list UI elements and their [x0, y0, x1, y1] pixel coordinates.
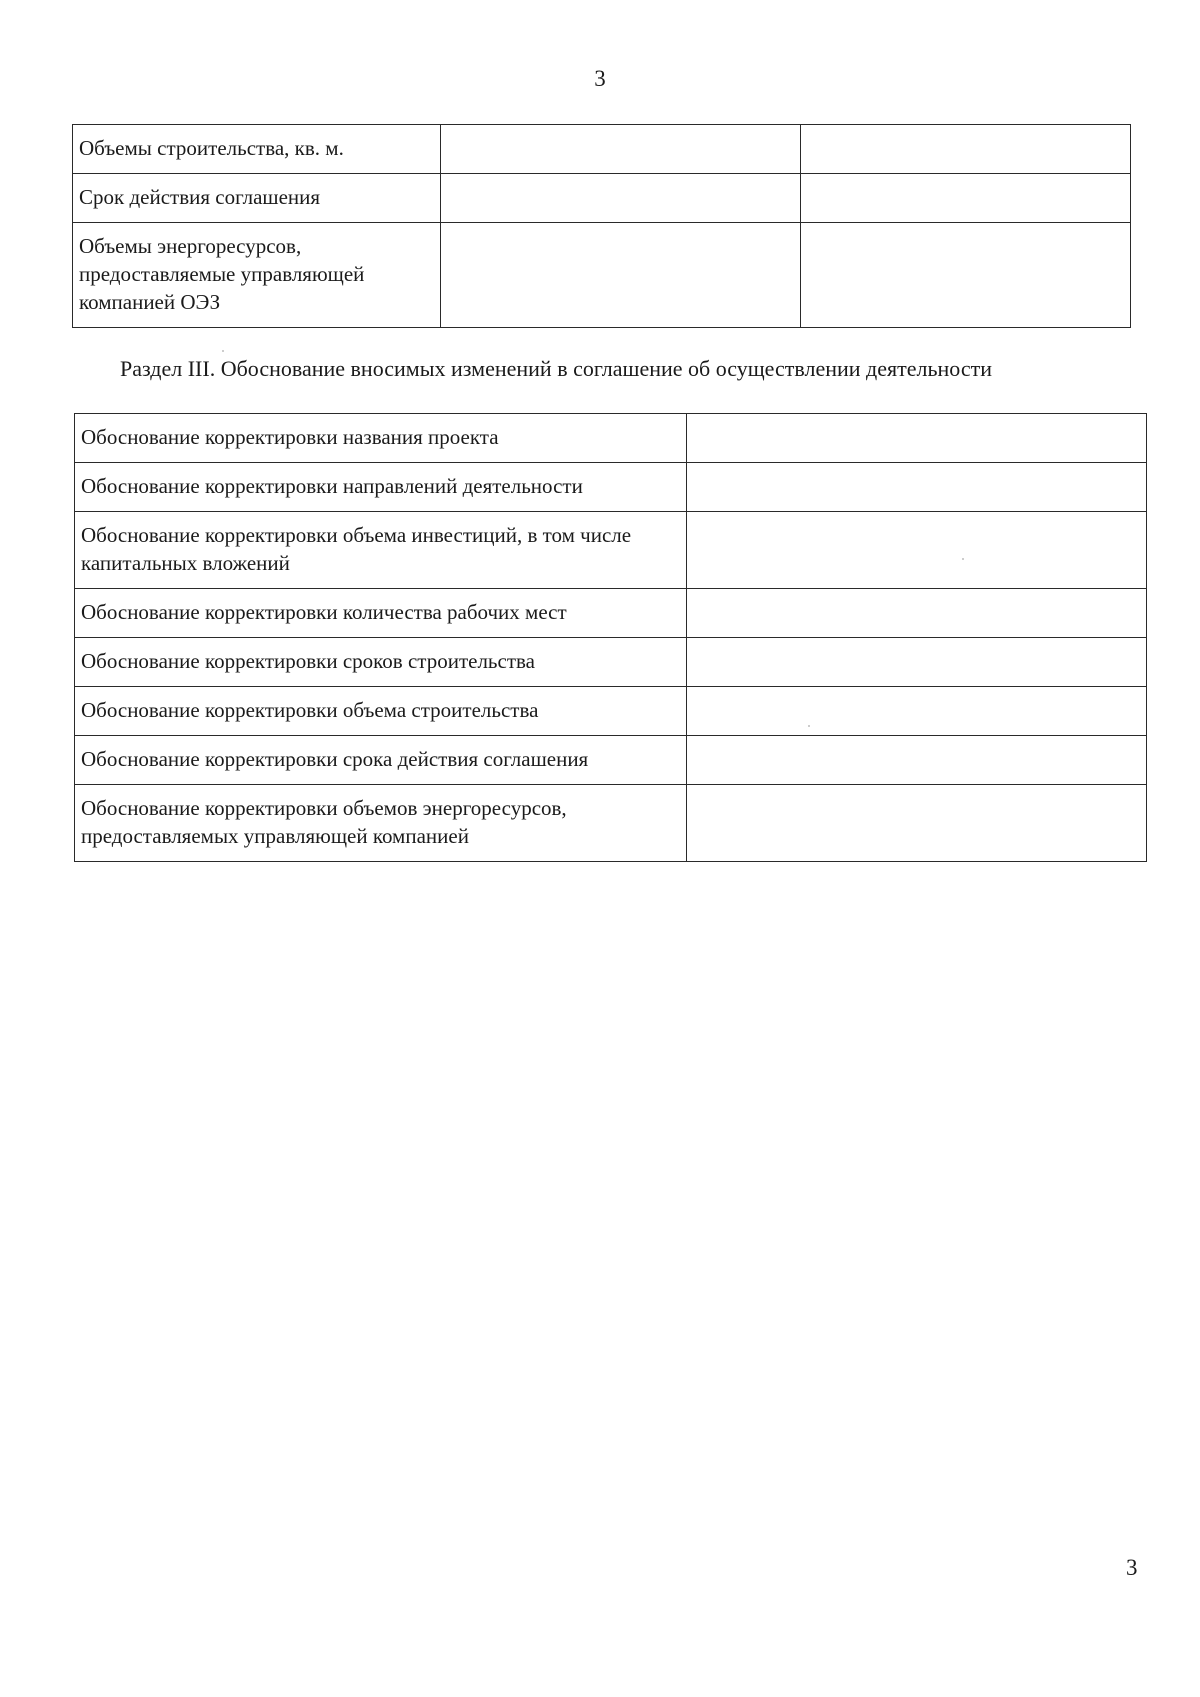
value-cell [687, 638, 1147, 687]
row-label: Объемы энергоресурсов, предоставляемые управляющей компанией ОЭЗ [73, 223, 441, 328]
table-row [73, 223, 1131, 328]
row-label: Объемы строительства, кв. м. [73, 125, 441, 174]
project-parameters-table [72, 124, 1131, 328]
table-row [75, 687, 1147, 736]
table-row [75, 463, 1147, 512]
row-label: Обоснование корректировки направлений деятельности [75, 463, 687, 512]
table-row [75, 638, 1147, 687]
table-row [73, 174, 1131, 223]
value-cell [687, 785, 1147, 862]
value-cell [441, 174, 801, 223]
table-row [75, 512, 1147, 589]
value-cell [687, 687, 1147, 736]
row-label: Обоснование корректировки срока действия соглашения [75, 736, 687, 785]
row-label: Обоснование корректировки количества рабочих мест [75, 589, 687, 638]
table-row [75, 589, 1147, 638]
row-label: Обоснование корректировки объема инвестиций, в том числе капитальных вложений [75, 512, 687, 589]
row-label: Обоснование корректировки сроков строительства [75, 638, 687, 687]
table-row [75, 785, 1147, 862]
row-label: Обоснование корректировки названия проекта [75, 414, 687, 463]
scan-speck [962, 558, 964, 560]
page-number-bottom: 3 [1126, 1555, 1138, 1580]
table-row [73, 125, 1131, 174]
scan-speck [222, 350, 224, 352]
value-cell [801, 174, 1131, 223]
row-label: Обоснование корректировки объема строительства [75, 687, 687, 736]
row-label: Срок действия соглашения [73, 174, 441, 223]
table-row [75, 414, 1147, 463]
value-cell [687, 589, 1147, 638]
value-cell [441, 125, 801, 174]
justification-table [74, 413, 1147, 862]
row-label: Обоснование корректировки объемов энергоресурсов, предоставляемых управляющей компанией [75, 785, 687, 862]
scan-speck [808, 725, 810, 727]
value-cell [687, 463, 1147, 512]
value-cell [801, 223, 1131, 328]
value-cell [801, 125, 1131, 174]
value-cell [441, 223, 801, 328]
section-heading: Раздел III. Обоснование вносимых изменений в соглашение об осуществлении деятельности [120, 356, 992, 381]
value-cell [687, 414, 1147, 463]
value-cell [687, 512, 1147, 589]
table-row [75, 736, 1147, 785]
value-cell [687, 736, 1147, 785]
page-number-top: 3 [594, 66, 606, 91]
